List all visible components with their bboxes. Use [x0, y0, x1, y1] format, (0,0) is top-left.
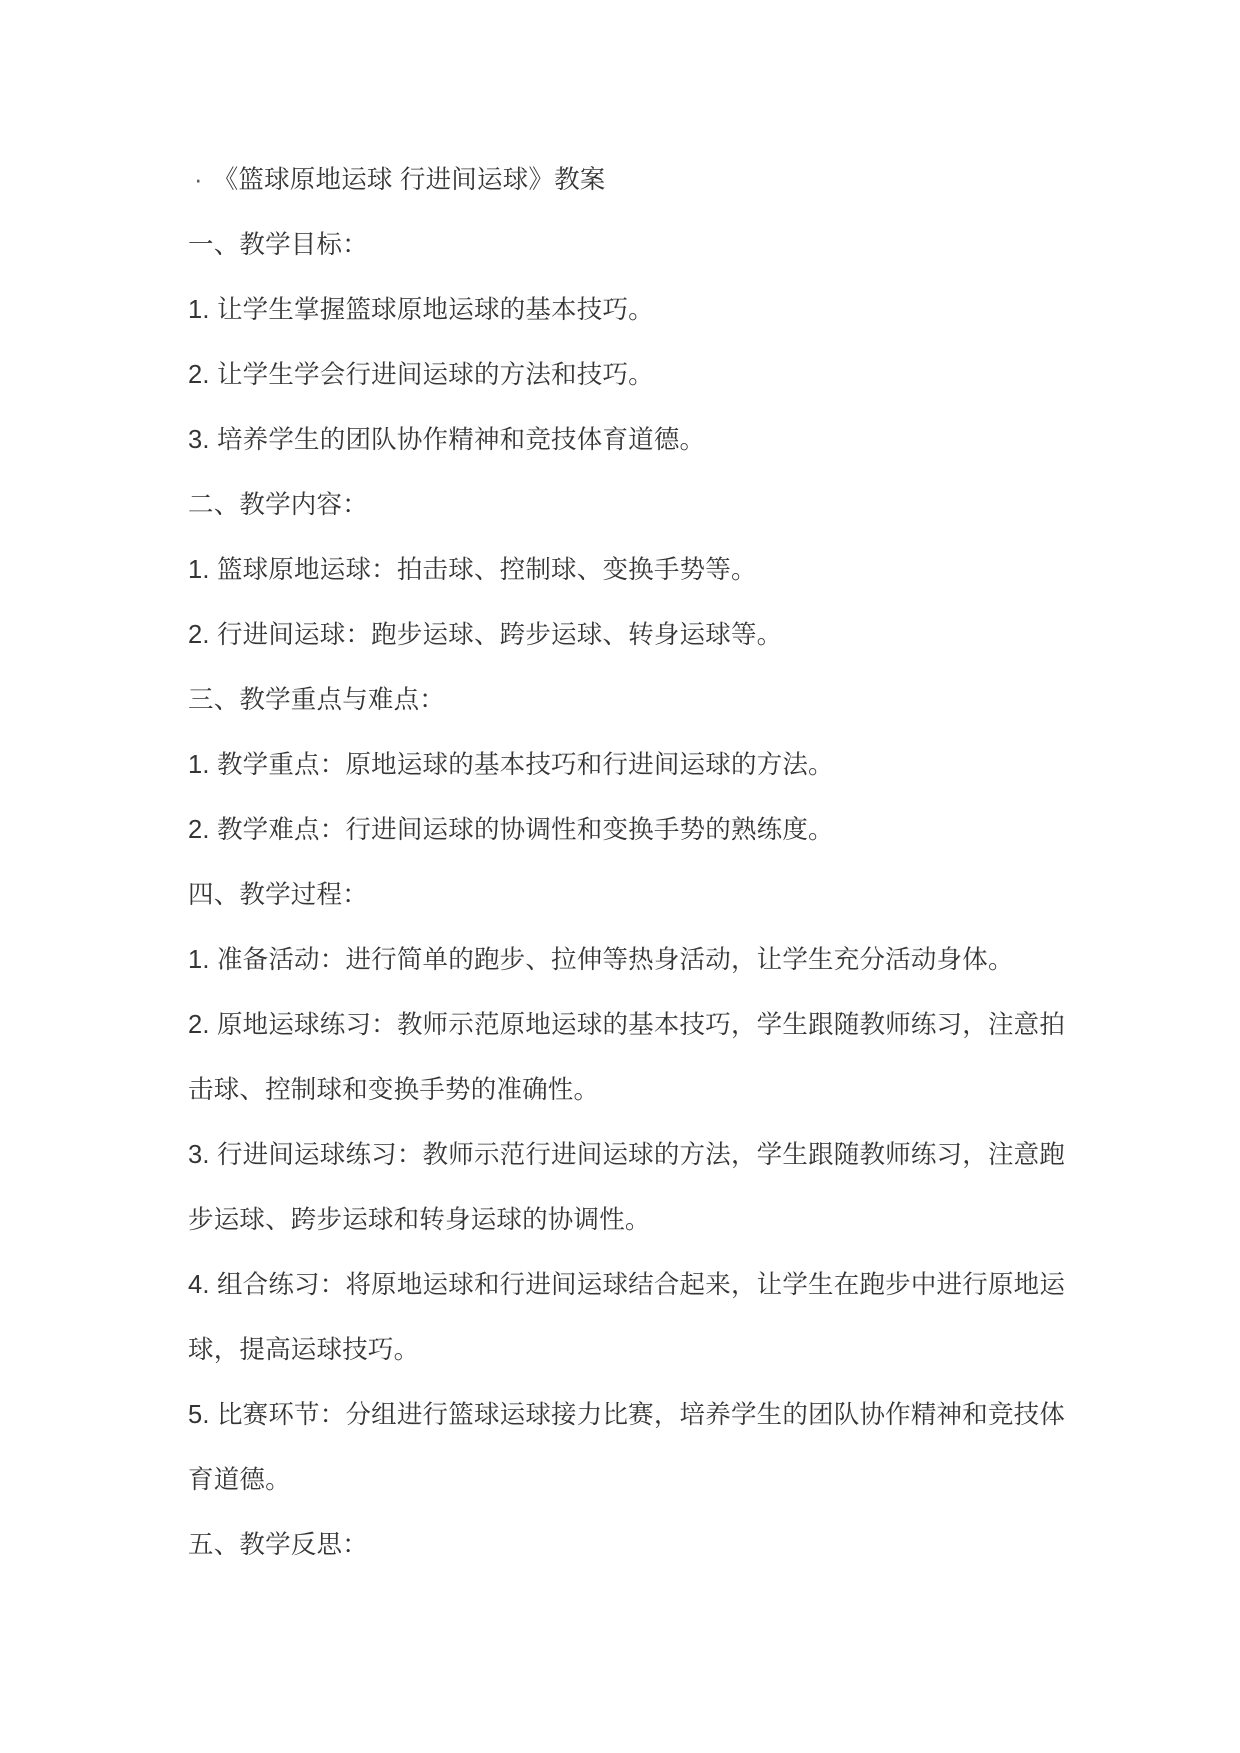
doc-line: 击球、控制球和变换手势的准确性。 [188, 1076, 600, 1104]
bullet-dot-icon: · [194, 166, 203, 194]
doc-title-line [188, 148, 1090, 213]
doc-line: 1. 让学生掌握篮球原地运球的基本技巧。 [188, 296, 654, 324]
doc-line: 3. 行进间运球练习：教师示范行进间运球的方法，学生跟随教师练习，注意跑 [188, 1141, 1066, 1169]
doc-line: 五、教学反思： [188, 1531, 368, 1559]
doc-line: 二、教学内容： [188, 491, 368, 519]
doc-line: 3. 培养学生的团队协作精神和竞技体育道德。 [188, 426, 706, 454]
doc-line: 步运球、跨步运球和转身运球的协调性。 [188, 1206, 651, 1234]
doc-line: 1. 准备活动：进行简单的跑步、拉伸等热身活动，让学生充分活动身体。 [188, 946, 1014, 974]
doc-line: 2. 教学难点：行进间运球的协调性和变换手势的熟练度。 [188, 816, 834, 844]
doc-line: 2. 原地运球练习：教师示范原地运球的基本技巧，学生跟随教师练习，注意拍 [188, 1011, 1066, 1039]
doc-line: 四、教学过程： [188, 881, 368, 909]
doc-line: 5. 比赛环节：分组进行篮球运球接力比赛，培养学生的团队协作精神和竞技体 [188, 1401, 1066, 1429]
doc-title: 《篮球原地运球 行进间运球》教案 [212, 166, 606, 194]
doc-line: 三、教学重点与难点： [188, 686, 446, 714]
doc-body [188, 213, 1090, 1578]
doc-line: 一、教学目标： [188, 231, 368, 259]
doc-line: 2. 让学生学会行进间运球的方法和技巧。 [188, 361, 654, 389]
doc-line: 育道德。 [188, 1466, 291, 1494]
doc-line: 4. 组合练习：将原地运球和行进间运球结合起来，让学生在跑步中进行原地运 [188, 1271, 1066, 1299]
doc-line: 1. 教学重点：原地运球的基本技巧和行进间运球的方法。 [188, 751, 834, 779]
doc-line: 1. 篮球原地运球：拍击球、控制球、变换手势等。 [188, 556, 757, 584]
doc-line: 球，提高运球技巧。 [188, 1336, 420, 1364]
doc-line: 2. 行进间运球：跑步运球、跨步运球、转身运球等。 [188, 621, 783, 649]
